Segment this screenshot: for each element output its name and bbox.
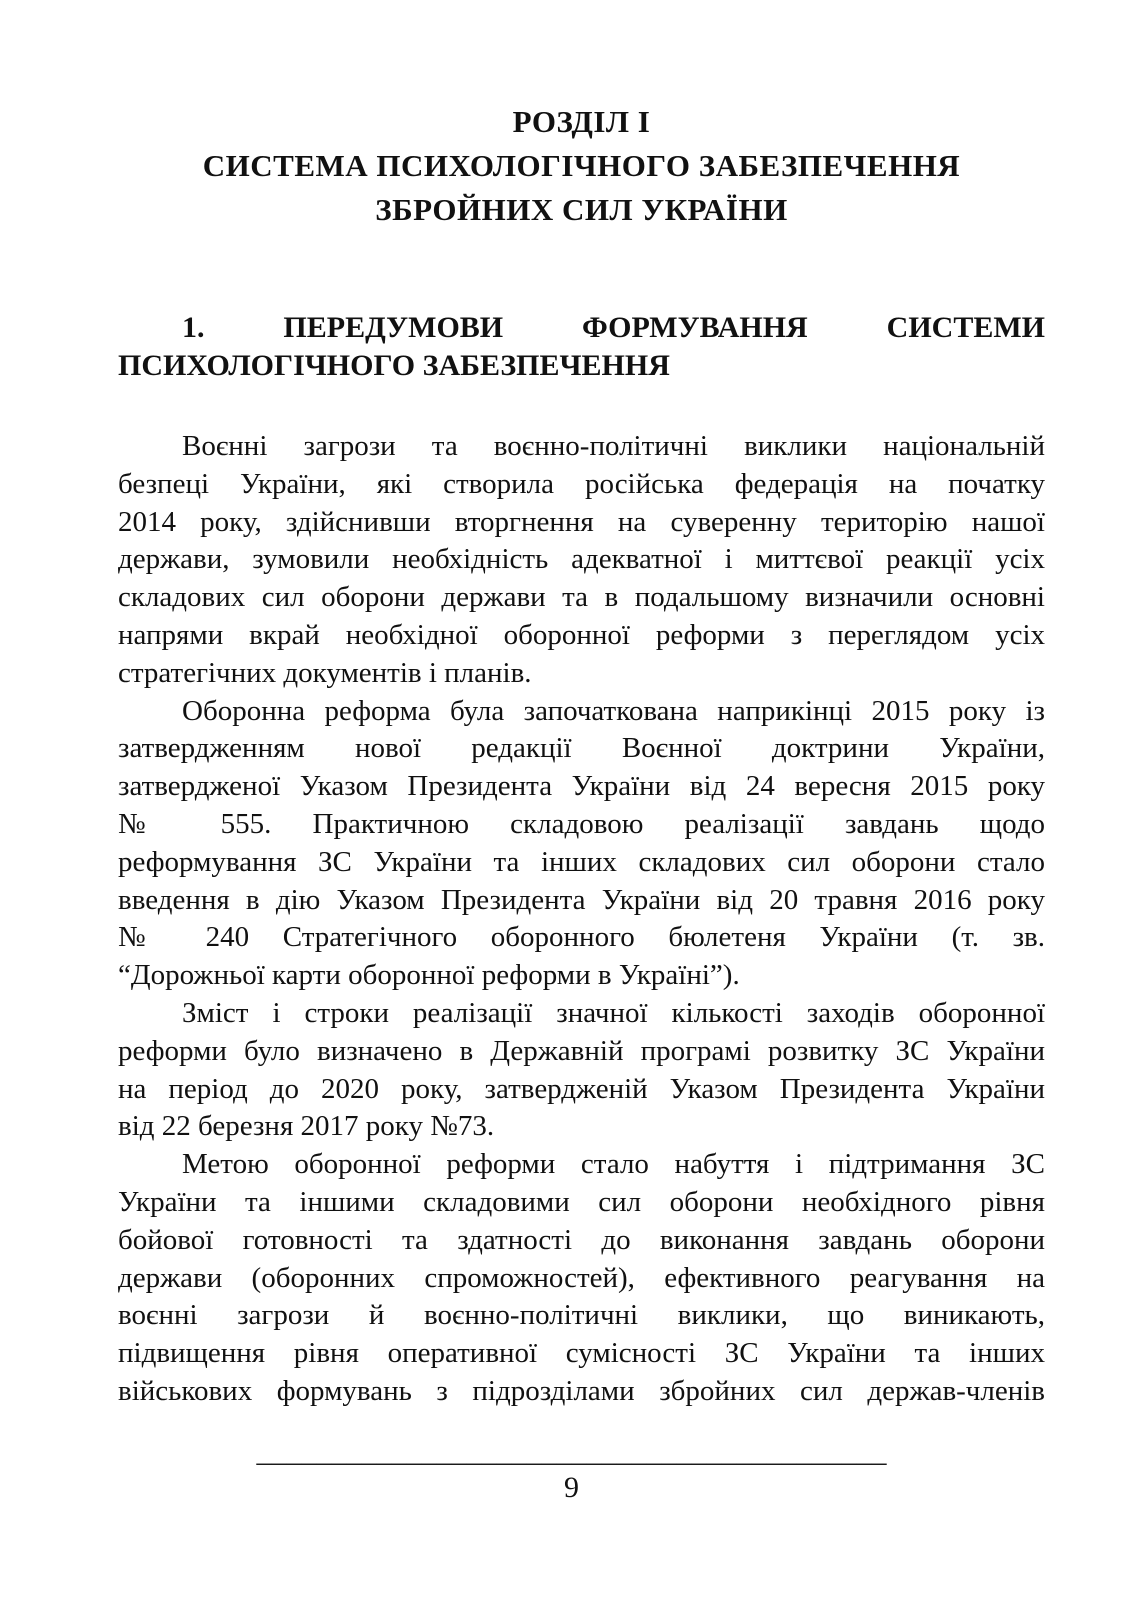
text-line: № 240 Стратегічного оборонного бюлетеня України (т. зв. — [118, 921, 1045, 954]
text-line: України та іншими складовими сил оборони необхідного рівня — [118, 1185, 1045, 1218]
text-line: бойової готовності та здатності до виконання завдань оборони — [118, 1223, 1045, 1256]
text-line: затвердженої Указом Президента України від 24 вересня 2015 року — [118, 770, 1045, 803]
text-line: напрями вкрай необхідної оборонної реформи з переглядом усіх — [118, 618, 1045, 651]
section-heading — [118, 309, 1045, 385]
text-line: 2014 року, здійснивши вторгнення на суверенну територію нашої — [118, 505, 1045, 538]
text-line: безпеці України, які створила російська федерація на початку — [118, 467, 1045, 500]
text-line: реформування ЗС України та інших складових сил оборони стало — [118, 845, 1045, 878]
chapter-heading — [118, 100, 1045, 232]
text-line: затвердженням нової редакції Воєнної доктрини України, — [118, 732, 1045, 765]
chapter-title-line-1: СИСТЕМА ПСИХОЛОГІЧНОГО ЗАБЕЗПЕЧЕННЯ — [202, 148, 961, 183]
section-heading-line-1: 1. ПЕРЕДУМОВИ ФОРМУВАННЯ СИСТЕМИ — [182, 311, 1045, 344]
text-line: від 22 березня 2017 року №73. — [118, 1110, 495, 1143]
section-heading-line-2: ПСИХОЛОГІЧНОГО ЗАБЕЗПЕЧЕННЯ — [118, 349, 670, 382]
text-line: стратегічних документів і планів. — [118, 656, 532, 689]
text-line: реформи було визначено в Державній програмі розвитку ЗС України — [118, 1034, 1045, 1067]
text-line: воєнні загрози й воєнно-політичні виклики, що виникають, — [118, 1299, 1045, 1332]
text-line: підвищення рівня оперативної сумісності ЗС України та інших — [118, 1337, 1045, 1370]
text-line: “Дорожньої карти оборонної реформи в Україні”). — [118, 959, 740, 992]
text-line: Оборонна реформа була започаткована наприкінці 2015 року із — [182, 694, 1045, 727]
footer-rule: __________________________________________ — [256, 1435, 887, 1468]
text-line: на період до 2020 року, затвердженій Указом Президента України — [118, 1072, 1045, 1105]
text-line: держави, зумовили необхідність адекватної і миттєвої реакції усіх — [118, 543, 1045, 576]
paragraph — [118, 693, 1045, 995]
text-line: Зміст і строки реалізації значної кількості заходів оборонної — [182, 996, 1045, 1029]
text-line: держави (оборонних спроможностей), ефективного реагування на — [118, 1261, 1045, 1294]
text-line: введення в дію Указом Президента України від 20 травня 2016 року — [118, 883, 1045, 916]
chapter-number: РОЗДІЛ І — [512, 104, 651, 139]
text-line: Метою оборонної реформи стало набуття і підтримання ЗС — [182, 1148, 1045, 1181]
page-footer — [118, 1435, 1045, 1504]
paragraph — [118, 995, 1045, 1146]
text-line: складових сил оборони держави та в подальшому визначили основні — [118, 581, 1045, 614]
text-line: Воєнні загрози та воєнно-політичні виклики національній — [182, 430, 1045, 462]
chapter-title-line-2: ЗБРОЙНИХ СИЛ УКРАЇНИ — [375, 192, 788, 227]
paragraph — [118, 1146, 1045, 1411]
text-line: військових формувань з підрозділами збройних сил держав-членів — [118, 1374, 1045, 1407]
page-content — [118, 0, 1045, 1411]
paragraph — [118, 428, 1045, 693]
page-number: 9 — [564, 1471, 579, 1504]
paragraphs — [118, 428, 1045, 1411]
text-line: № 555. Практичною складовою реалізації завдань щодо — [118, 807, 1045, 840]
